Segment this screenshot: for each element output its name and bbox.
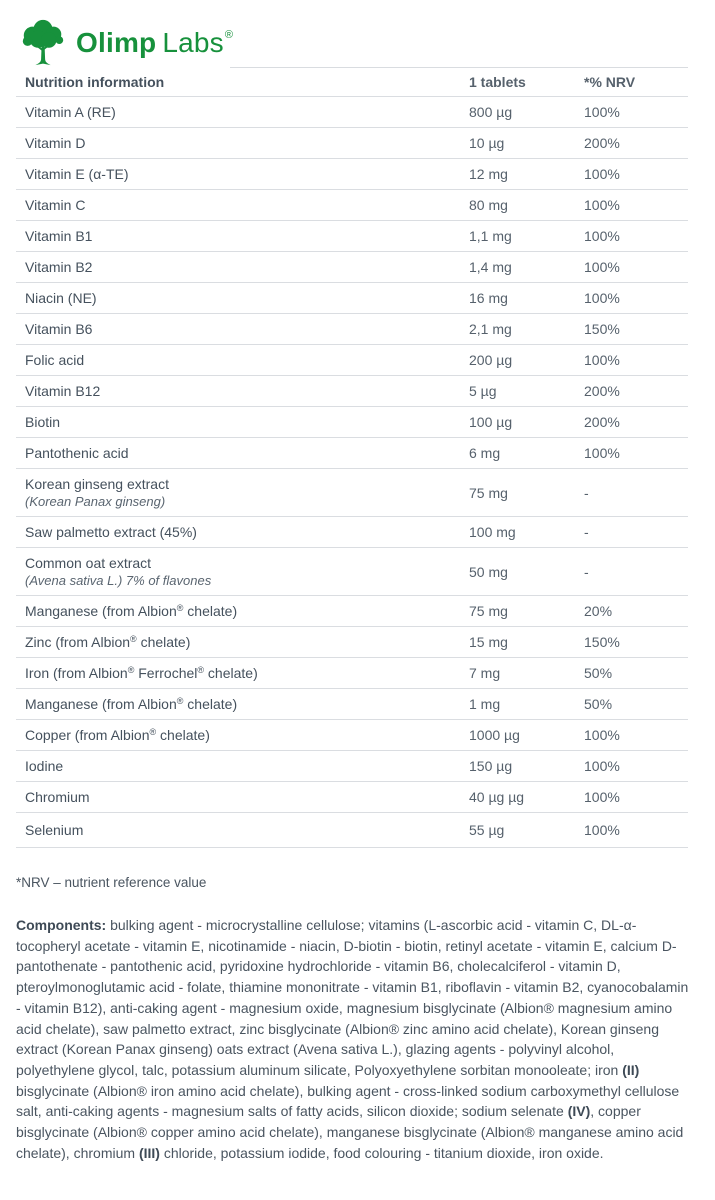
row-amount: 10 µg xyxy=(469,135,505,151)
components-text-bold: (II) xyxy=(622,1061,640,1078)
row-nrv: 100% xyxy=(584,352,620,368)
table-row xyxy=(16,469,688,517)
row-nrv: - xyxy=(584,484,589,501)
row-amount: 55 µg xyxy=(469,822,505,838)
components-text: , copper bisglycinate (Albion® copper amino acid chelate), manganese bisglycinate (Albion® manganese amino acid chelate), chromium xyxy=(16,1103,684,1161)
table-row xyxy=(16,596,688,627)
row-nrv: 200% xyxy=(584,135,620,151)
row-name: Vitamin B1 xyxy=(25,228,93,244)
row-name: Vitamin D xyxy=(25,135,86,151)
brand-text xyxy=(76,27,233,59)
row-name: Chromium xyxy=(25,789,90,805)
row-name: Vitamin C xyxy=(25,197,86,213)
table-row xyxy=(16,689,688,720)
components-label: Components: xyxy=(16,917,107,933)
row-amount: 12 mg xyxy=(469,166,508,182)
row-name: Folic acid xyxy=(25,352,85,368)
row-nrv: 100% xyxy=(584,822,620,838)
row-name: Zinc (from Albion® chelate) xyxy=(25,634,191,650)
olimp-labs-logo xyxy=(18,18,233,68)
nrv-footnote: *NRV – nutrient reference value xyxy=(16,875,207,890)
row-nrv: 100% xyxy=(584,104,620,120)
table-row xyxy=(16,517,688,548)
table-row xyxy=(16,128,688,159)
table-row xyxy=(16,159,688,190)
row-nrv: 200% xyxy=(584,414,620,430)
row-nrv: 150% xyxy=(584,634,620,650)
row-nrv: 20% xyxy=(584,603,613,619)
row-amount: 15 mg xyxy=(469,634,508,650)
row-latin-name: (Korean Panax ginseng) xyxy=(25,494,166,509)
row-amount: 1,1 mg xyxy=(469,228,512,244)
row-nrv: 100% xyxy=(584,445,620,461)
row-amount: 5 µg xyxy=(469,383,497,399)
brand-labs: Labs xyxy=(162,27,224,58)
row-name: Vitamin B12 xyxy=(25,383,101,399)
row-name: Copper (from Albion® chelate) xyxy=(25,727,210,743)
row-nrv: 50% xyxy=(584,665,613,681)
table-row xyxy=(16,407,688,438)
row-nrv: 100% xyxy=(584,789,620,805)
row-amount: 40 µg µg xyxy=(469,789,525,805)
row-name: Iron (from Albion® Ferrochel® chelate) xyxy=(25,665,258,681)
row-amount: 75 mg xyxy=(469,484,508,501)
row-amount: 800 µg xyxy=(469,104,513,120)
row-name: Vitamin E (α-TE) xyxy=(25,166,129,182)
table-row xyxy=(16,314,688,345)
row-amount: 150 µg xyxy=(469,758,513,774)
header-top-rule xyxy=(230,67,688,68)
row-amount: 80 mg xyxy=(469,197,508,213)
table-row xyxy=(16,813,688,848)
row-amount: 1000 µg xyxy=(469,727,520,743)
table-row xyxy=(16,221,688,252)
row-amount: 75 mg xyxy=(469,603,508,619)
components-text: bisglycinate (Albion® iron amino acid chelate), bulking agent - cross-linked sodium carboxymethyl cellulose salt, anti-caking agents - magnesium salts of fatty acids, silicon dioxide; sodium selenate xyxy=(16,1082,680,1120)
table-row xyxy=(16,97,688,128)
table-row xyxy=(16,283,688,314)
row-name: Biotin xyxy=(25,414,61,430)
row-nrv: 100% xyxy=(584,197,620,213)
row-nrv: 50% xyxy=(584,696,613,712)
row-name: Korean ginseng extract xyxy=(25,476,169,492)
row-name: Vitamin B2 xyxy=(25,259,93,275)
table-row xyxy=(16,345,688,376)
row-amount: 1 mg xyxy=(469,696,501,712)
row-amount: 6 mg xyxy=(469,445,501,461)
row-nrv: - xyxy=(584,524,589,540)
row-latin-name: (Avena sativa L.) 7% of flavones xyxy=(25,573,212,588)
row-name: Saw palmetto extract (45%) xyxy=(25,524,197,540)
row-amount: 1,4 mg xyxy=(469,259,512,275)
row-nrv: - xyxy=(584,563,589,580)
row-amount: 16 mg xyxy=(469,290,508,306)
row-nrv: 200% xyxy=(584,383,620,399)
table-row xyxy=(16,720,688,751)
row-name: Pantothenic acid xyxy=(25,445,129,461)
components-text-bold: (IV) xyxy=(567,1103,591,1120)
table-row xyxy=(16,782,688,813)
brand-olimp: Olimp xyxy=(76,27,157,58)
table-row xyxy=(16,438,688,469)
components-text: bulking agent - microcrystalline cellulose; vitamins (L-ascorbic acid - vitamin C, DL-α-tocopheryl acetate - vitamin E, nicotinamide - niacin, D-biotin - biotin, retinyl acetate - vitamin E, calcium D-pantothenate - pantothenic acid, pyridoxine hydrochloride - vitamin B6, cholecalciferol - vitamin D, pteroylmonoglutamic acid - folate, thiamine mononitrate - vitamin B1, riboflavin - vitamin B2, cyanocobalamin - vitamin B12), anti-caking agent - magnesium oxide, magnesium bisglycinate (Albion® magnesium amino acid chelate), saw palmetto extract, zinc bisglycinate (Albion® zinc amino acid chelate), Korean ginseng extract (Korean Panax ginseng) oats extract (Avena sativa L.), glazing agents - polyvinyl alcohol, polyethylene glycol, talc, potassium aluminum silicate, Polyoxyethylene sorbitan monooleate; iron xyxy=(16,917,689,1078)
header-nutrition-information: Nutrition information xyxy=(25,73,165,90)
row-name: Manganese (from Albion® chelate) xyxy=(25,603,238,619)
row-nrv: 150% xyxy=(584,321,620,337)
row-nrv: 100% xyxy=(584,228,620,244)
table-row xyxy=(16,252,688,283)
row-nrv: 100% xyxy=(584,166,620,182)
row-amount: 7 mg xyxy=(469,665,501,681)
nutrition-table xyxy=(16,67,688,848)
row-nrv: 100% xyxy=(584,290,620,306)
table-row xyxy=(16,658,688,689)
row-amount: 100 mg xyxy=(469,524,516,540)
table-row xyxy=(16,376,688,407)
table-row xyxy=(16,548,688,596)
row-nrv: 100% xyxy=(584,758,620,774)
row-amount: 2,1 mg xyxy=(469,321,512,337)
components-paragraph xyxy=(16,915,696,1163)
row-name: Common oat extract xyxy=(25,555,152,571)
header-nrv: *% NRV xyxy=(584,73,636,90)
row-amount: 100 µg xyxy=(469,414,513,430)
tree-icon xyxy=(18,18,68,68)
row-name: Vitamin A (RE) xyxy=(25,104,116,120)
header-amount: 1 tablets xyxy=(469,73,526,90)
row-amount: 50 mg xyxy=(469,563,508,580)
row-amount: 200 µg xyxy=(469,352,513,368)
row-nrv: 100% xyxy=(584,259,620,275)
row-name: Iodine xyxy=(25,758,64,774)
table-row xyxy=(16,190,688,221)
table-row xyxy=(16,751,688,782)
row-name: Selenium xyxy=(25,822,84,838)
components-text-bold: (III) xyxy=(138,1144,160,1161)
row-name: Vitamin B6 xyxy=(25,321,93,337)
registered-mark: ® xyxy=(224,29,234,41)
row-name: Niacin (NE) xyxy=(25,290,97,306)
row-nrv: 100% xyxy=(584,727,620,743)
table-header-row xyxy=(16,67,688,97)
row-name: Manganese (from Albion® chelate) xyxy=(25,696,238,712)
table-row xyxy=(16,627,688,658)
components-text: chloride, potassium iodide, food colouring - titanium dioxide, iron oxide. xyxy=(159,1144,604,1161)
